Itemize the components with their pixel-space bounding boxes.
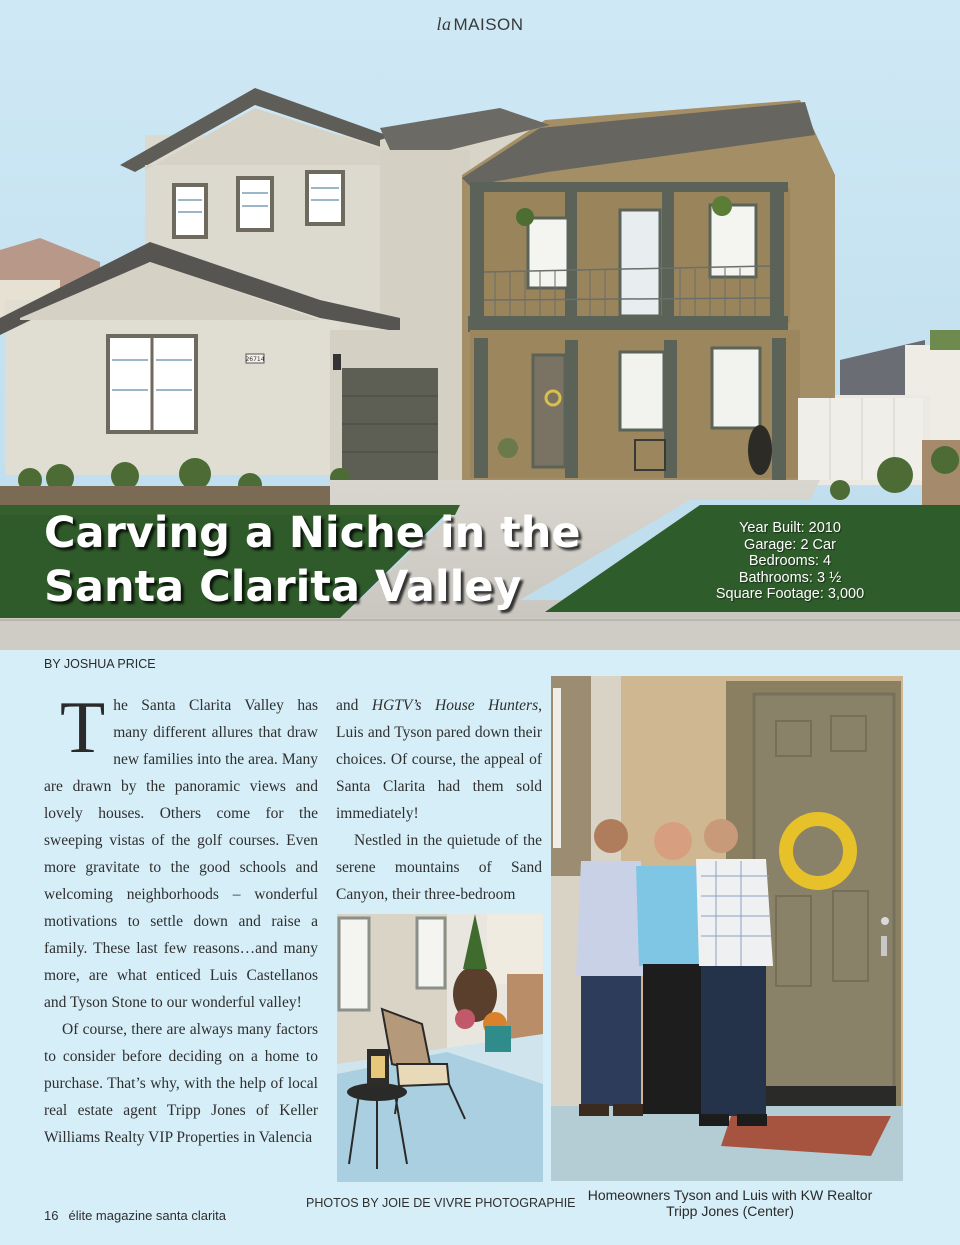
spec-year-built: Year Built: 2010 bbox=[739, 520, 841, 536]
house-number: 26714 bbox=[245, 356, 265, 363]
paragraph-intro-text: he Santa Clarita Valley has many different allures that draw new families into the area. Many are drawn by the panoramic views and lovely houses. Others come for the sweeping vistas of the golf courses. Even more gravitate to the good schools and welcoming neighborhoods – wonderful motivations to settle down and raise a family. These last few reasons…and many more, are what enticed Luis Castellanos and Tyson Stone to our wonderful valley! bbox=[44, 697, 318, 1011]
photo-caption bbox=[560, 1187, 900, 1219]
spec-square-footage: Square Footage: 3,000 bbox=[715, 586, 865, 602]
text-column-2 bbox=[336, 692, 542, 908]
text-run: , Luis and Tyson pared down their choices. Of course, the appeal of Santa Clarita had them sold immediately! bbox=[336, 697, 542, 822]
drop-cap: T bbox=[60, 687, 106, 769]
byline: BY JOSHUA PRICE bbox=[44, 657, 156, 671]
person-tyson bbox=[576, 819, 646, 1116]
caption-line-2: Tripp Jones (Center) bbox=[666, 1203, 794, 1219]
paragraph-house-hunters bbox=[336, 692, 542, 827]
paragraph-intro bbox=[44, 687, 318, 1016]
home-specs bbox=[690, 520, 890, 603]
section-name: MAISON bbox=[453, 15, 524, 34]
headline-line-2: Santa Clarita Valley bbox=[44, 562, 522, 612]
section-prefix: la bbox=[436, 14, 452, 34]
person-luis bbox=[696, 819, 773, 1126]
text-run: and bbox=[336, 697, 372, 714]
show-title: HGTV’s House Hunters bbox=[371, 697, 539, 714]
article-headline bbox=[44, 506, 644, 614]
spec-garage: Garage: 2 Car bbox=[744, 536, 836, 553]
page-folio bbox=[44, 1208, 226, 1223]
caption-line-1: Homeowners Tyson and Luis with KW Realtor bbox=[587, 1187, 873, 1203]
paragraph-factors: Of course, there are always many factors to consider before deciding on a home to purchase. That’s why, with the help of local real estate agent Tripp Jones of Keller Williams Realty VIP Properties in Valencia bbox=[44, 1021, 318, 1146]
porch-illustration bbox=[337, 914, 543, 1182]
homeowners-photo bbox=[551, 676, 903, 1181]
spec-bathrooms: Bathrooms: 3 ½ bbox=[738, 569, 842, 586]
homeowners-illustration bbox=[551, 676, 903, 1181]
text-column-1 bbox=[44, 687, 318, 1151]
porch-photo bbox=[337, 914, 543, 1182]
section-tag bbox=[0, 14, 960, 35]
photo-credit: PHOTOS BY JOIE DE VIVRE PHOTOGRAPHIE bbox=[306, 1196, 576, 1210]
paragraph-sand-canyon: Nestled in the quietude of the serene mountains of Sand Canyon, their three-bedroom bbox=[336, 832, 542, 903]
publication-name: élite magazine santa clarita bbox=[68, 1208, 226, 1223]
spec-bedrooms: Bedrooms: 4 bbox=[748, 553, 832, 569]
page-number: 16 bbox=[44, 1208, 59, 1223]
headline-line-1: Carving a Niche in the bbox=[44, 508, 581, 558]
